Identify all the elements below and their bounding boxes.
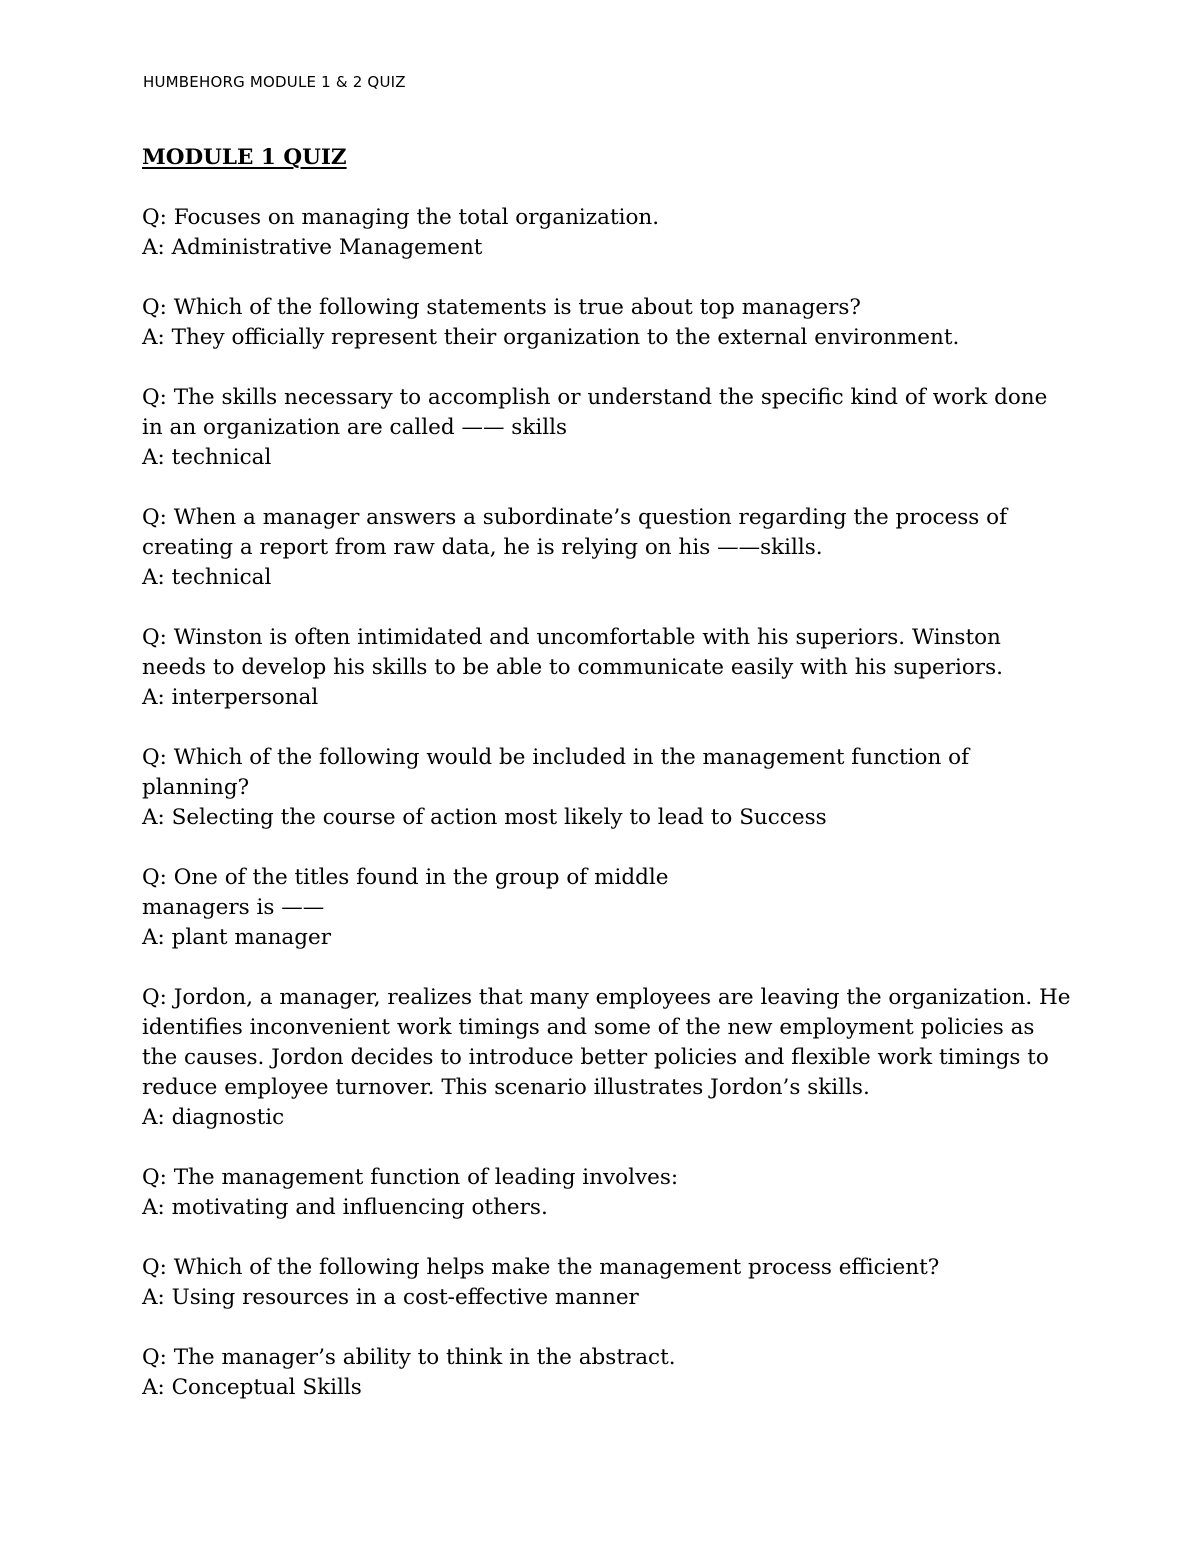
question-line: Q: Which of the following helps make the management process efficient?: [142, 1255, 940, 1280]
question-line: planning?: [142, 775, 250, 800]
question-line: reduce employee turnover. This scenario illustrates Jordon’s skills.: [142, 1075, 870, 1100]
question-line: Q: When a manager answers a subordinate’s question regarding the process of: [142, 505, 1008, 530]
qa-item: [142, 383, 1072, 473]
question-line: Q: The manager’s ability to think in the abstract.: [142, 1345, 676, 1370]
qa-item: [142, 743, 1072, 833]
qa-item: [142, 983, 1072, 1133]
qa-item: [142, 293, 1072, 353]
question-line: Q: One of the titles found in the group of middle: [142, 865, 669, 890]
question-line: Q: Jordon, a manager, realizes that many employees are leaving the organization. He: [142, 985, 1071, 1010]
question-line: Q: Which of the following would be included in the management function of: [142, 745, 970, 770]
running-header: HUMBEHORG MODULE 1 & 2 QUIZ: [143, 73, 406, 91]
question-line: identifies inconvenient work timings and some of the new employment policies as: [142, 1015, 1035, 1040]
question-line: creating a report from raw data, he is relying on his ——skills.: [142, 535, 823, 560]
question-line: in an organization are called —— skills: [142, 415, 568, 440]
question-line: Q: Which of the following statements is true about top managers?: [142, 295, 861, 320]
question-line: the causes. Jordon decides to introduce better policies and flexible work timings to: [142, 1045, 1049, 1070]
answer-line: A: interpersonal: [142, 685, 319, 710]
answer-line: A: They officially represent their organization to the external environment.: [142, 325, 960, 350]
qa-item: [142, 1253, 1072, 1313]
answer-line: A: Selecting the course of action most likely to lead to Success: [142, 805, 827, 830]
qa-item: [142, 203, 1072, 263]
answer-line: A: technical: [142, 445, 272, 470]
section-title: MODULE 1 QUIZ: [142, 145, 347, 170]
answer-line: A: Conceptual Skills: [142, 1375, 362, 1400]
qa-list: [142, 203, 1072, 1403]
qa-item: [142, 1163, 1072, 1223]
qa-item: [142, 863, 1072, 953]
qa-item: [142, 623, 1072, 713]
qa-item: [142, 503, 1072, 593]
question-line: Q: Focuses on managing the total organization.: [142, 205, 660, 230]
qa-item: [142, 1343, 1072, 1403]
question-line: managers is ——: [142, 895, 325, 920]
question-line: Q: The management function of leading involves:: [142, 1165, 679, 1190]
answer-line: A: diagnostic: [142, 1105, 285, 1130]
question-line: needs to develop his skills to be able to communicate easily with his superiors.: [142, 655, 1003, 680]
question-line: Q: The skills necessary to accomplish or understand the specific kind of work done: [142, 385, 1048, 410]
question-line: Q: Winston is often intimidated and uncomfortable with his superiors. Winston: [142, 625, 1001, 650]
answer-line: A: motivating and influencing others.: [142, 1195, 548, 1220]
document-body: [142, 143, 1072, 1433]
answer-line: A: Administrative Management: [142, 235, 483, 260]
answer-line: A: Using resources in a cost-effective manner: [142, 1285, 639, 1310]
answer-line: A: technical: [142, 565, 272, 590]
answer-line: A: plant manager: [142, 925, 332, 950]
